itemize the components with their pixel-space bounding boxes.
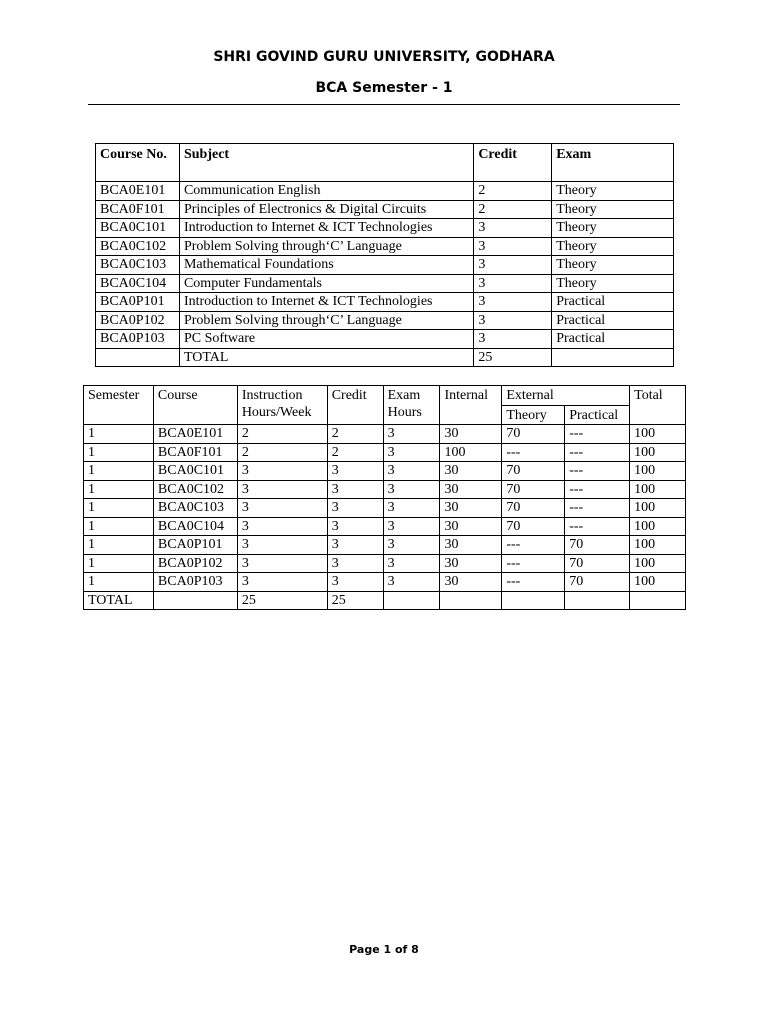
practical-cell: 70 xyxy=(565,554,630,573)
internal-cell: 100 xyxy=(440,443,502,462)
table-row xyxy=(96,256,674,275)
course-no-cell: BCA0P103 xyxy=(96,330,180,349)
courses-table-header xyxy=(96,144,674,182)
header-internal: Internal xyxy=(440,386,502,425)
credit-cell: 3 xyxy=(327,499,383,518)
course-no-cell: BCA0C101 xyxy=(96,219,180,238)
semester-cell: 1 xyxy=(84,554,154,573)
internal-cell: 30 xyxy=(440,573,502,592)
header-theory: Theory xyxy=(502,405,565,425)
subject-cell: PC Software xyxy=(179,330,473,349)
course-cell: BCA0C104 xyxy=(153,517,237,536)
theory-cell: --- xyxy=(502,443,565,462)
header-instruction-hours xyxy=(237,386,327,425)
exam-cell: Theory xyxy=(552,219,674,238)
credit-cell: 3 xyxy=(474,330,552,349)
header-course-no: Course No. xyxy=(96,144,180,182)
semester-cell: 1 xyxy=(84,480,154,499)
courses-table xyxy=(95,143,674,367)
exam-hours-cell: 3 xyxy=(383,554,440,573)
hours-cell: 3 xyxy=(237,462,327,481)
table-row xyxy=(84,443,686,462)
theory-cell: 70 xyxy=(502,517,565,536)
empty-cell xyxy=(383,591,440,610)
total-cell: 100 xyxy=(630,517,686,536)
credit-cell: 3 xyxy=(474,256,552,275)
practical-cell: --- xyxy=(565,480,630,499)
subject-cell: Mathematical Foundations xyxy=(179,256,473,275)
theory-cell: 70 xyxy=(502,499,565,518)
table-row xyxy=(84,554,686,573)
practical-cell: --- xyxy=(565,443,630,462)
header-practical: Practical xyxy=(565,405,630,425)
exam-cell: Practical xyxy=(552,311,674,330)
exam-cell: Theory xyxy=(552,256,674,275)
total-hours-cell: 25 xyxy=(237,591,327,610)
university-title: SHRI GOVIND GURU UNIVERSITY, GODHARA xyxy=(213,49,555,65)
semester-cell: 1 xyxy=(84,499,154,518)
exam-cell: Practical xyxy=(552,293,674,312)
total-cell: 100 xyxy=(630,499,686,518)
course-cell: BCA0E101 xyxy=(153,425,237,444)
credit-cell: 3 xyxy=(327,480,383,499)
table-row xyxy=(96,219,674,238)
table-row xyxy=(96,182,674,201)
exam-cell: Theory xyxy=(552,200,674,219)
total-cell: 100 xyxy=(630,462,686,481)
table-row xyxy=(96,330,674,349)
table-row xyxy=(84,536,686,555)
table-row xyxy=(84,462,686,481)
subject-cell: Computer Fundamentals xyxy=(179,274,473,293)
subject-cell: Principles of Electronics & Digital Circuits xyxy=(179,200,473,219)
credit-cell: 3 xyxy=(327,517,383,536)
practical-cell: --- xyxy=(565,425,630,444)
course-no-cell: BCA0P101 xyxy=(96,293,180,312)
semester-cell: 1 xyxy=(84,425,154,444)
total-row xyxy=(84,591,686,610)
course-no-cell: BCA0P102 xyxy=(96,311,180,330)
internal-cell: 30 xyxy=(440,425,502,444)
internal-cell: 30 xyxy=(440,554,502,573)
exam-hours-cell: 3 xyxy=(383,443,440,462)
internal-cell: 30 xyxy=(440,462,502,481)
credit-cell: 2 xyxy=(474,200,552,219)
credit-cell: 3 xyxy=(327,573,383,592)
credit-cell: 3 xyxy=(327,554,383,573)
header-external: External xyxy=(502,386,630,406)
table-row xyxy=(96,274,674,293)
total-cell: 100 xyxy=(630,443,686,462)
header-exam: Exam xyxy=(552,144,674,182)
internal-cell: 30 xyxy=(440,499,502,518)
table-row xyxy=(84,517,686,536)
header-instruction-line2: Hours/Week xyxy=(241,405,312,420)
practical-cell: 70 xyxy=(565,573,630,592)
page-number: Page 1 of 8 xyxy=(349,943,419,956)
hours-cell: 3 xyxy=(237,554,327,573)
credit-cell: 3 xyxy=(474,293,552,312)
credit-cell: 3 xyxy=(474,274,552,293)
empty-cell xyxy=(96,348,180,367)
total-cell: 100 xyxy=(630,573,686,592)
table-row xyxy=(96,237,674,256)
exam-hours-cell: 3 xyxy=(383,499,440,518)
total-credit-cell: 25 xyxy=(474,348,552,367)
course-cell: BCA0C102 xyxy=(153,480,237,499)
subject-cell: Problem Solving through‘C’ Language xyxy=(179,311,473,330)
hours-cell: 2 xyxy=(237,425,327,444)
subject-cell: Introduction to Internet & ICT Technologies xyxy=(179,219,473,238)
subject-cell: Problem Solving through‘C’ Language xyxy=(179,237,473,256)
theory-cell: --- xyxy=(502,554,565,573)
exam-hours-cell: 3 xyxy=(383,517,440,536)
table-row xyxy=(96,200,674,219)
header-credit: Credit xyxy=(474,144,552,182)
practical-cell: --- xyxy=(565,499,630,518)
course-no-cell: BCA0F101 xyxy=(96,200,180,219)
course-cell: BCA0P103 xyxy=(153,573,237,592)
practical-cell: --- xyxy=(565,462,630,481)
table-row xyxy=(84,425,686,444)
empty-cell xyxy=(502,591,565,610)
course-no-cell: BCA0C102 xyxy=(96,237,180,256)
semester-cell: 1 xyxy=(84,443,154,462)
credit-cell: 3 xyxy=(474,219,552,238)
credit-cell: 3 xyxy=(327,536,383,555)
header-semester: Semester xyxy=(84,386,154,425)
practical-cell: --- xyxy=(565,517,630,536)
header-exam-line1: Exam xyxy=(387,388,421,403)
semester-title: BCA Semester - 1 xyxy=(315,80,453,96)
practical-cell: 70 xyxy=(565,536,630,555)
total-row xyxy=(96,348,674,367)
theory-cell: --- xyxy=(502,536,565,555)
credit-cell: 2 xyxy=(474,182,552,201)
header-divider xyxy=(88,104,680,105)
credit-cell: 2 xyxy=(327,425,383,444)
header-subject: Subject xyxy=(179,144,473,182)
subject-cell: Introduction to Internet & ICT Technologies xyxy=(179,293,473,312)
exam-hours-cell: 3 xyxy=(383,480,440,499)
table-row xyxy=(84,573,686,592)
empty-cell xyxy=(153,591,237,610)
total-label-cell: TOTAL xyxy=(84,591,154,610)
course-cell: BCA0P102 xyxy=(153,554,237,573)
empty-cell xyxy=(630,591,686,610)
credit-cell: 3 xyxy=(474,311,552,330)
total-label-cell: TOTAL xyxy=(179,348,473,367)
course-cell: BCA0F101 xyxy=(153,443,237,462)
header-instruction-line1: Instruction xyxy=(241,388,303,403)
hours-cell: 2 xyxy=(237,443,327,462)
exam-cell: Theory xyxy=(552,237,674,256)
course-no-cell: BCA0C104 xyxy=(96,274,180,293)
exam-cell: Theory xyxy=(552,182,674,201)
theory-cell: --- xyxy=(502,573,565,592)
internal-cell: 30 xyxy=(440,517,502,536)
hours-cell: 3 xyxy=(237,536,327,555)
hours-cell: 3 xyxy=(237,573,327,592)
total-credit-cell: 25 xyxy=(327,591,383,610)
semester-cell: 1 xyxy=(84,573,154,592)
credit-cell: 3 xyxy=(474,237,552,256)
credit-cell: 2 xyxy=(327,443,383,462)
internal-cell: 30 xyxy=(440,536,502,555)
course-cell: BCA0C103 xyxy=(153,499,237,518)
total-cell: 100 xyxy=(630,554,686,573)
theory-cell: 70 xyxy=(502,480,565,499)
semester-cell: 1 xyxy=(84,536,154,555)
total-cell: 100 xyxy=(630,480,686,499)
table-row xyxy=(96,311,674,330)
table-row xyxy=(96,293,674,312)
exam-cell: Practical xyxy=(552,330,674,349)
scheme-table xyxy=(83,385,686,610)
empty-cell xyxy=(565,591,630,610)
theory-cell: 70 xyxy=(502,425,565,444)
exam-hours-cell: 3 xyxy=(383,425,440,444)
total-cell: 100 xyxy=(630,425,686,444)
semester-cell: 1 xyxy=(84,517,154,536)
course-no-cell: BCA0C103 xyxy=(96,256,180,275)
total-cell: 100 xyxy=(630,536,686,555)
scheme-table-header xyxy=(84,386,686,406)
header-total: Total xyxy=(630,386,686,425)
course-cell: BCA0C101 xyxy=(153,462,237,481)
table-row xyxy=(84,480,686,499)
empty-cell xyxy=(440,591,502,610)
theory-cell: 70 xyxy=(502,462,565,481)
exam-hours-cell: 3 xyxy=(383,573,440,592)
header-exam-line2: Hours xyxy=(387,405,422,420)
header-exam-hours xyxy=(383,386,440,425)
hours-cell: 3 xyxy=(237,499,327,518)
semester-cell: 1 xyxy=(84,462,154,481)
internal-cell: 30 xyxy=(440,480,502,499)
table-row xyxy=(84,499,686,518)
header-course: Course xyxy=(153,386,237,425)
header-credit: Credit xyxy=(327,386,383,425)
course-no-cell: BCA0E101 xyxy=(96,182,180,201)
hours-cell: 3 xyxy=(237,517,327,536)
course-cell: BCA0P101 xyxy=(153,536,237,555)
credit-cell: 3 xyxy=(327,462,383,481)
empty-cell xyxy=(552,348,674,367)
exam-cell: Theory xyxy=(552,274,674,293)
exam-hours-cell: 3 xyxy=(383,462,440,481)
hours-cell: 3 xyxy=(237,480,327,499)
subject-cell: Communication English xyxy=(179,182,473,201)
exam-hours-cell: 3 xyxy=(383,536,440,555)
